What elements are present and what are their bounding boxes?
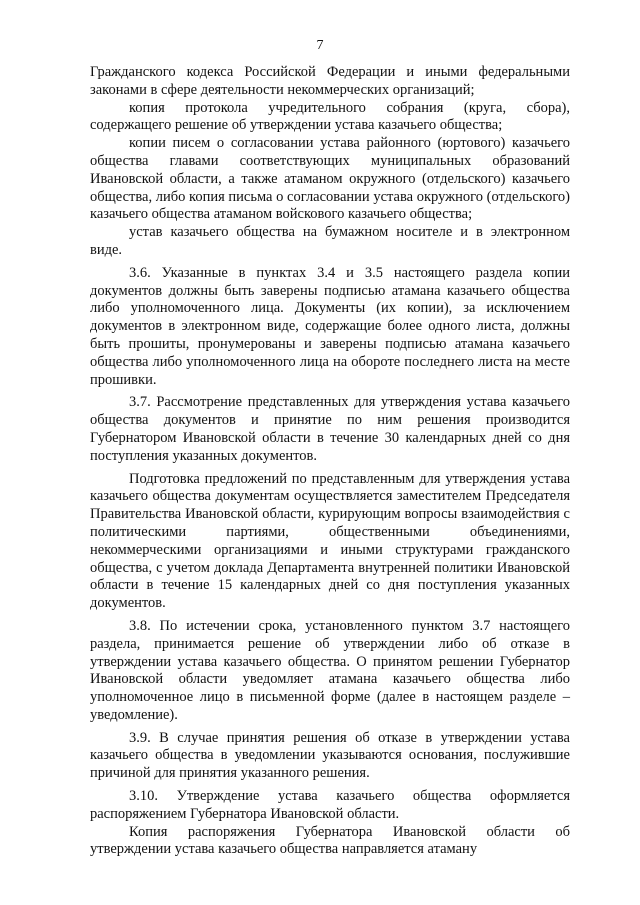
paragraph-10: 3.10. Утверждение устава казачьего общества оформляется распоряжением Губернатора Ивановской области. [90, 788, 570, 822]
paragraph-5: 3.6. Указанные в пунктах 3.4 и 3.5 настоящего раздела копии документов должны быть заверены подписью атамана казачьего общества либо уполномоченного лица. Документы (их копии), за исключением документов в электронном виде, содержащие более одного листа, должны быть прошиты, пронумерованы и заверены подписью атамана казачьего общества либо уполномоченного лица на обороте последнего листа на месте прошивки. [90, 264, 570, 388]
paragraph-3: копии писем о согласовании устава районного (юртового) казачьего общества главами соответствующих муниципальных образований Ивановской области, а также атаманом окружного (отдельского) казачьего общества, либо копия письма о согласовании устава окружного (отдельского) казачьего общества атаманом войскового казачьего общества; [90, 135, 570, 223]
paragraph-11: Копия распоряжения Губернатора Ивановской области об утверждении устава казачьего общества направляется атаману [90, 823, 570, 858]
body-text [90, 64, 570, 859]
paragraph-1: Гражданского кодекса Российской Федерации и иными федеральными законами в сфере деятельности некоммерческих организаций; [90, 64, 570, 98]
paragraph-6: 3.7. Рассмотрение представленных для утверждения устава казачьего общества документов и принятие по ним решения производится Губернатором Ивановской области в течение 30 календарных дней со дня поступления указанных документов. [90, 394, 570, 464]
paragraph-8: 3.8. По истечении срока, установленного пунктом 3.7 настоящего раздела, принимается решение об утверждении либо об отказе в утверждении устава казачьего общества. О принятом решении Губернатор Ивановской области уведомляет атамана казачьего общества либо уполномоченное лицо в письменной форме (далее в настоящем разделе – уведомление). [90, 617, 570, 723]
paragraph-7: Подготовка предложений по представленным для утверждения устава казачьего общества документам осуществляется заместителем Председателя Правительства Ивановской области, курирующим вопросы взаимодействия с политическими партиями, общественными объединениями, некоммерческими организациями и иными структурами гражданского общества, с учетом доклада Департамента внутренней политики Ивановской области в течение 15 календарных дней со дня поступления указанных документов. [90, 470, 570, 612]
page-number: 7 [316, 38, 324, 53]
paragraph-4: устав казачьего общества на бумажном носителе и в электронном виде. [90, 224, 570, 258]
paragraph-9: 3.9. В случае принятия решения об отказе в утверждении устава казачьего общества в уведомлении указываются основания, послужившие причиной для принятия указанного решения. [90, 729, 570, 782]
paragraph-2: копия протокола учредительного собрания (круга, сбора), содержащего решение об утверждении устава казачьего общества; [90, 99, 570, 134]
